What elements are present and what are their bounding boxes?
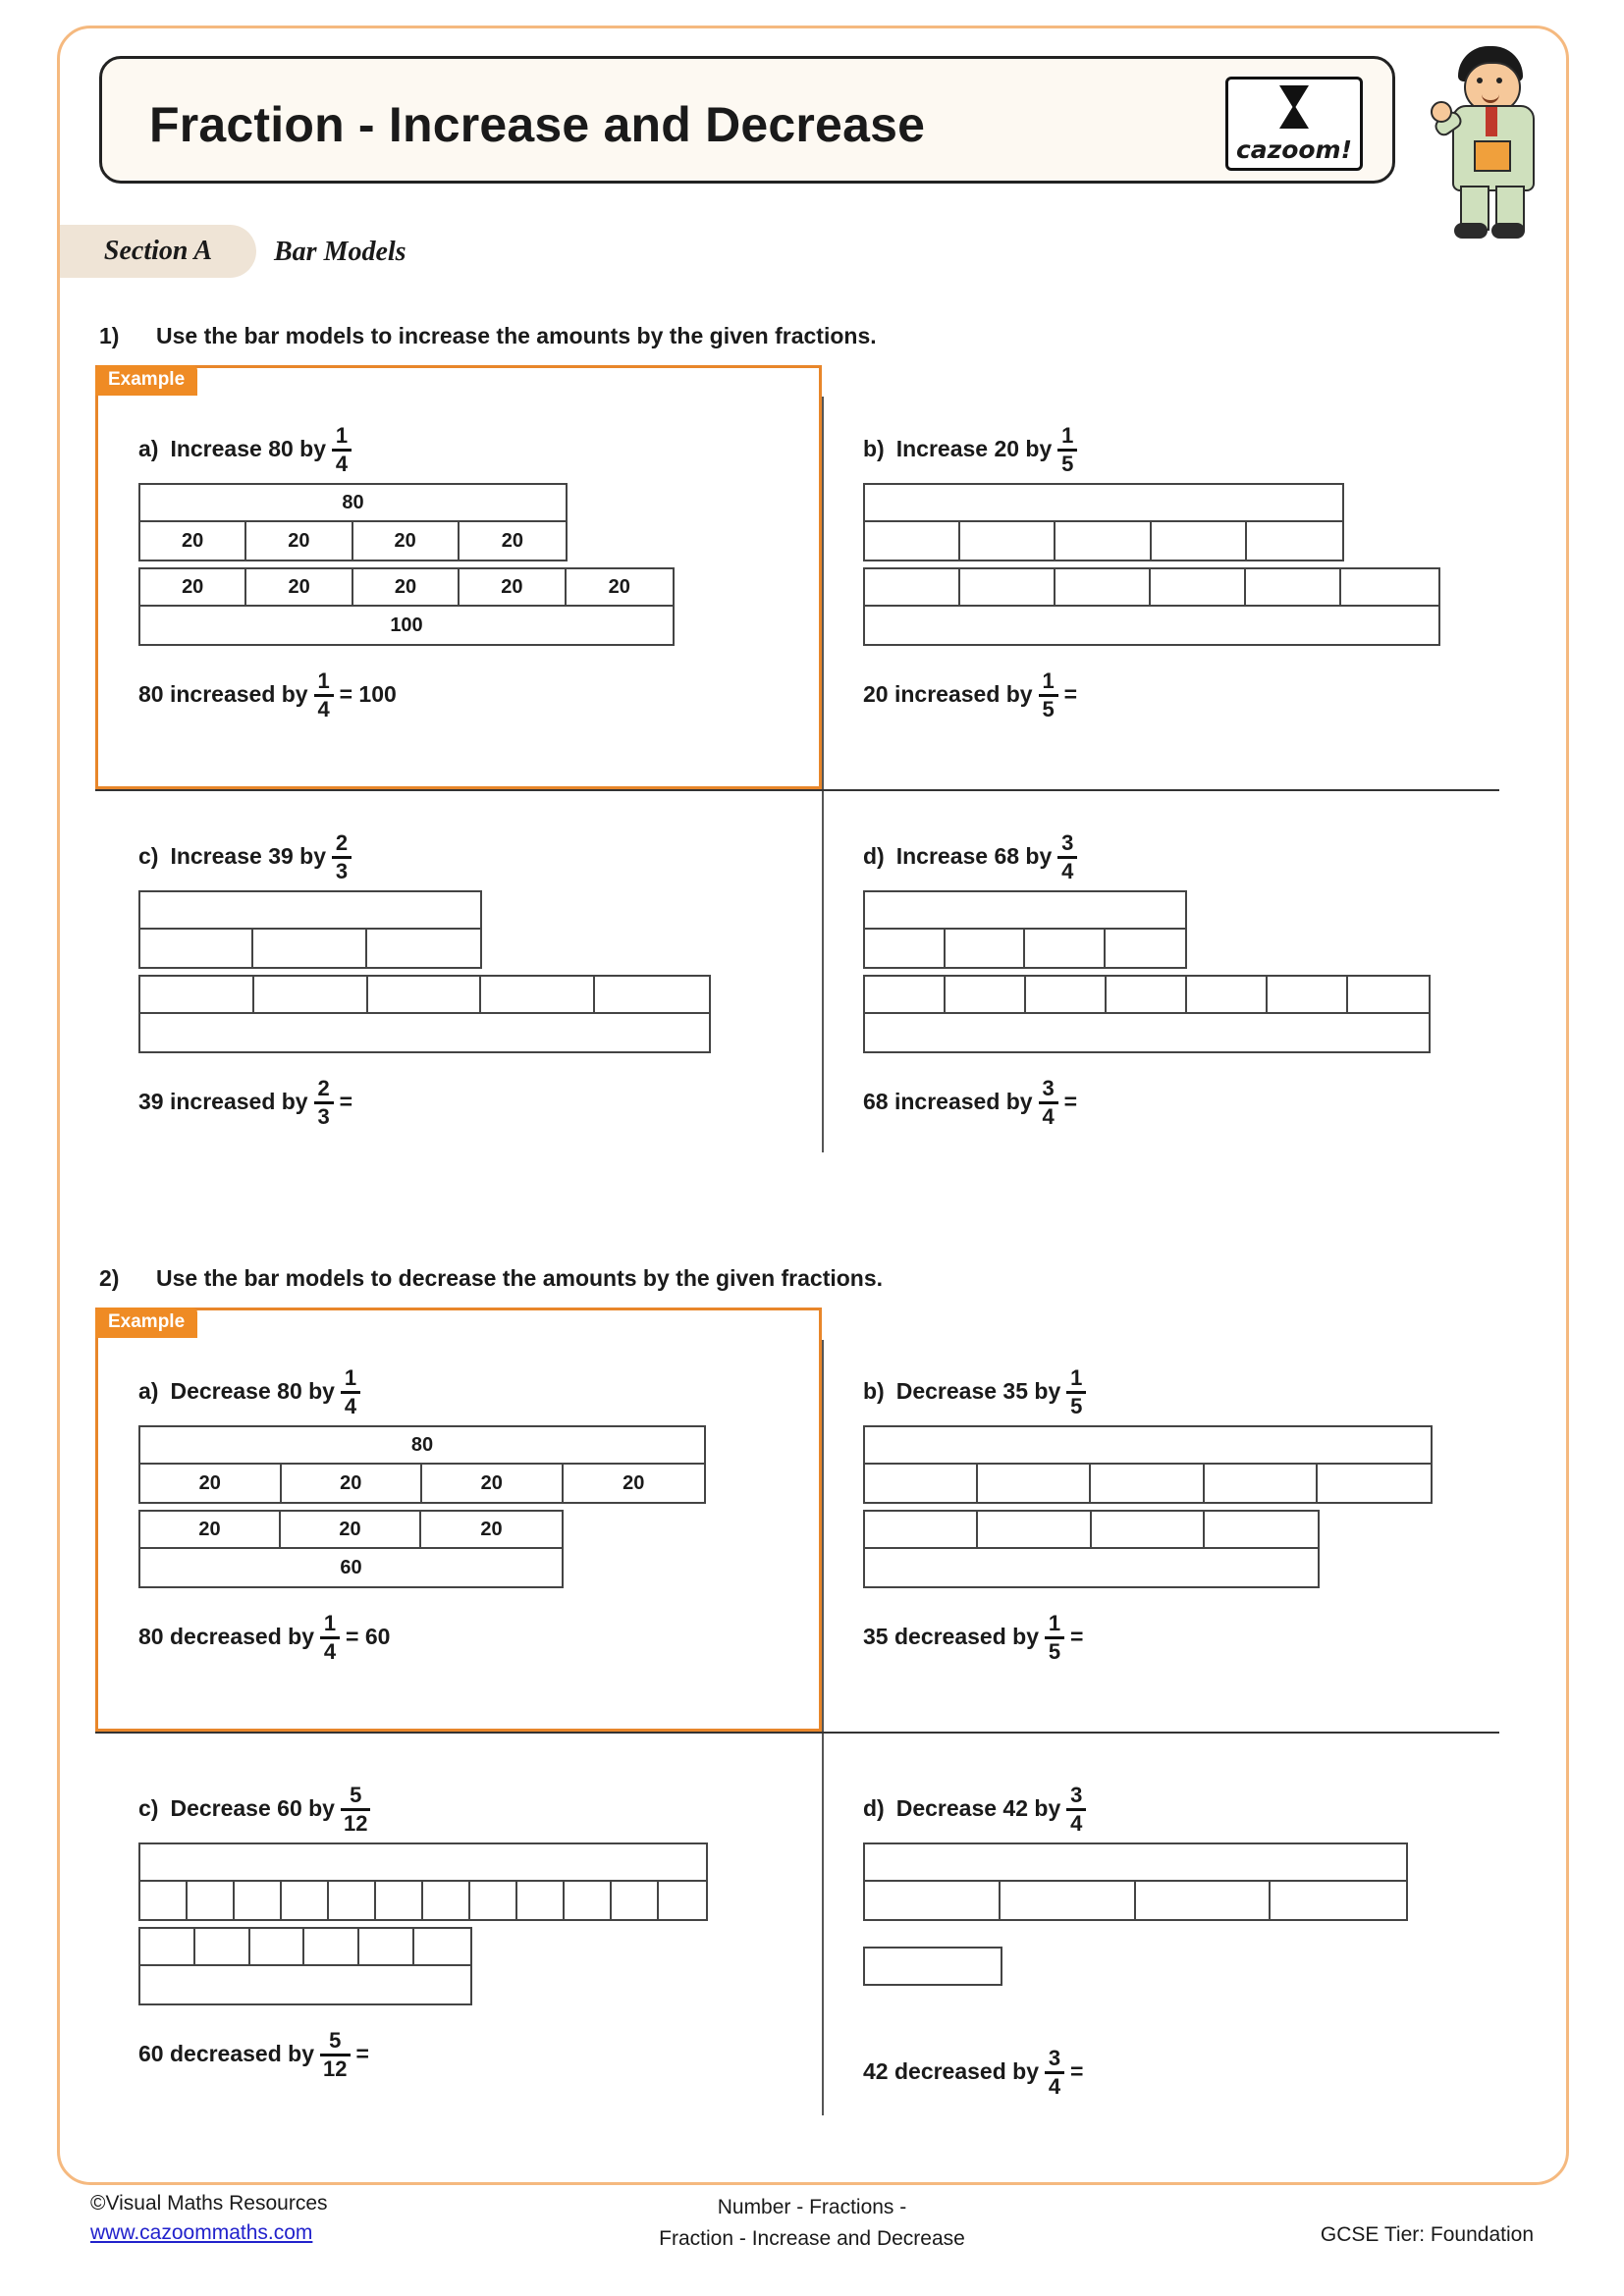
hourglass-icon bbox=[1279, 85, 1309, 129]
part-1b bbox=[863, 422, 1511, 721]
fraction: $\frac{1}{4}$ bbox=[341, 1367, 360, 1417]
section-label: Bar Models bbox=[274, 237, 406, 267]
table-row[interactable] bbox=[138, 975, 711, 1014]
answer-line-1a: 80 increased by $\frac{1}{4}$ = 100 bbox=[138, 668, 397, 721]
part-2a-heading: a) Decrease 80 by $\frac{1}{4}$ bbox=[138, 1368, 786, 1414]
table-row[interactable] bbox=[863, 607, 1440, 646]
question-1-text: Use the bar models to increase the amounts by the given fractions. bbox=[156, 323, 877, 348]
part-1d-heading: d) Increase 68 by $\frac{3}{4}$ bbox=[863, 833, 1511, 879]
footer-tier: GCSE Tier: Foundation bbox=[1320, 2223, 1534, 2246]
part-1c-heading: c) Increase 39 by $\frac{2}{3}$ bbox=[138, 833, 786, 879]
part-2a bbox=[138, 1364, 786, 1664]
answer-line-1b[interactable]: 20 increased by $\frac{1}{5}$ = bbox=[863, 668, 1078, 721]
bar-model-1a bbox=[138, 483, 786, 646]
copyright-text: ©Visual Maths Resources bbox=[90, 2192, 328, 2215]
fraction: $\frac{1}{5}$ bbox=[1057, 425, 1077, 475]
table-row[interactable] bbox=[138, 1014, 711, 1053]
table-row[interactable] bbox=[138, 1927, 472, 1966]
table-row[interactable] bbox=[863, 567, 1440, 607]
table-row[interactable] bbox=[863, 930, 1187, 969]
mascot-illustration bbox=[1431, 42, 1558, 258]
table-row: 80 bbox=[138, 1425, 706, 1465]
bar-model-2a bbox=[138, 1425, 786, 1588]
example-tag-q1: Example bbox=[95, 365, 197, 396]
title-box bbox=[99, 56, 1395, 184]
table-row[interactable] bbox=[863, 522, 1344, 561]
footer-centre-line1: Number - Fractions - bbox=[717, 2196, 907, 2218]
table-row[interactable] bbox=[138, 1966, 472, 2005]
table-row[interactable] bbox=[863, 1510, 1320, 1549]
bar-model-2b bbox=[863, 1425, 1511, 1588]
fraction: $\frac{2}{3}$ bbox=[332, 832, 352, 882]
bar-model-2d bbox=[863, 1842, 1511, 1986]
part-2b-heading: b) Decrease 35 by $\frac{1}{5}$ bbox=[863, 1368, 1511, 1414]
table-row[interactable] bbox=[863, 1465, 1433, 1504]
answer-line-2c[interactable]: 60 decreased by $\frac{5}{12}$ = bbox=[138, 2028, 369, 2081]
bar-model-1c bbox=[138, 890, 786, 1053]
answer-line-1d[interactable]: 68 increased by $\frac{3}{4}$ = bbox=[863, 1076, 1078, 1129]
part-1d bbox=[863, 829, 1511, 1129]
page-footer bbox=[0, 2192, 1624, 2270]
table-row[interactable] bbox=[138, 1882, 708, 1921]
part-2c bbox=[138, 1782, 786, 2081]
table-row[interactable] bbox=[863, 1014, 1431, 1053]
fraction: $\frac{3}{4}$ bbox=[1066, 1785, 1086, 1835]
column-divider-q2 bbox=[822, 1340, 824, 2115]
part-1c bbox=[138, 829, 786, 1129]
part-2b bbox=[863, 1364, 1511, 1664]
table-row[interactable] bbox=[863, 1425, 1433, 1465]
fraction: $\frac{5}{12}$ bbox=[320, 2030, 350, 2080]
table-row: 60 bbox=[138, 1549, 564, 1588]
question-2-number: 2) bbox=[99, 1265, 120, 1291]
table-row: 20 20 20 20 bbox=[138, 1465, 706, 1504]
part-1a bbox=[138, 422, 786, 721]
table-row[interactable] bbox=[863, 1947, 1002, 1986]
table-row: 20 20 20 bbox=[138, 1510, 564, 1549]
answer-line-1c[interactable]: 39 increased by $\frac{2}{3}$ = bbox=[138, 1076, 353, 1129]
column-divider-q1 bbox=[822, 397, 824, 1152]
fraction: $\frac{5}{12}$ bbox=[341, 1785, 370, 1835]
fraction: $\frac{3}{4}$ bbox=[1039, 1078, 1058, 1128]
part-1b-heading: b) Increase 20 by $\frac{1}{5}$ bbox=[863, 426, 1511, 471]
table-row[interactable] bbox=[138, 1842, 708, 1882]
fraction: $\frac{3}{4}$ bbox=[1045, 2048, 1064, 2098]
bar-model-1b bbox=[863, 483, 1511, 646]
fraction: $\frac{1}{5}$ bbox=[1039, 670, 1058, 721]
example-tag-q2: Example bbox=[95, 1308, 197, 1338]
fraction: $\frac{2}{3}$ bbox=[314, 1078, 334, 1128]
fraction: $\frac{1}{4}$ bbox=[320, 1613, 340, 1663]
fraction: $\frac{1}{4}$ bbox=[314, 670, 334, 721]
fraction: $\frac{1}{5}$ bbox=[1066, 1367, 1086, 1417]
part-2c-heading: c) Decrease 60 by $\frac{5}{12}$ bbox=[138, 1786, 786, 1831]
bar-model-2c bbox=[138, 1842, 786, 2005]
table-row[interactable] bbox=[863, 1842, 1408, 1882]
section-tab: Section A bbox=[60, 225, 256, 278]
footer-centre-line2: Fraction - Increase and Decrease bbox=[659, 2226, 965, 2250]
answer-line-2a: 80 decreased by $\frac{1}{4}$ = 60 bbox=[138, 1611, 391, 1664]
fraction: $\frac{3}{4}$ bbox=[1057, 832, 1077, 882]
table-row[interactable] bbox=[863, 890, 1187, 930]
table-row[interactable] bbox=[863, 975, 1431, 1014]
website-link[interactable]: www.cazoommaths.com bbox=[90, 2221, 313, 2244]
logo-wordmark: cazoom! bbox=[1235, 135, 1353, 164]
question-1-number: 1) bbox=[99, 323, 120, 348]
table-row[interactable] bbox=[863, 1882, 1408, 1921]
table-row: 80 bbox=[138, 483, 568, 522]
table-row: 100 bbox=[138, 607, 675, 646]
bar-model-1d bbox=[863, 890, 1511, 1053]
answer-line-2b[interactable]: 35 decreased by $\frac{1}{5}$ = bbox=[863, 1611, 1084, 1664]
table-row[interactable] bbox=[863, 483, 1344, 522]
page-title: Fraction - Increase and Decrease bbox=[149, 97, 926, 152]
question-2-text: Use the bar models to decrease the amounts by the given fractions. bbox=[156, 1265, 884, 1291]
table-row[interactable] bbox=[138, 890, 482, 930]
row-divider-q2 bbox=[95, 1732, 1499, 1734]
cazoom-logo bbox=[1225, 77, 1363, 171]
table-row[interactable] bbox=[138, 930, 482, 969]
answer-line-2d[interactable]: 42 decreased by $\frac{3}{4}$ = bbox=[863, 2046, 1084, 2099]
part-1a-heading: a) Increase 80 by $\frac{1}{4}$ bbox=[138, 426, 786, 471]
worksheet-page bbox=[57, 26, 1569, 2185]
table-row[interactable] bbox=[863, 1549, 1320, 1588]
fraction: $\frac{1}{5}$ bbox=[1045, 1613, 1064, 1663]
table-row: 20 20 20 20 bbox=[138, 522, 568, 561]
fraction: $\frac{1}{4}$ bbox=[332, 425, 352, 475]
part-2d-heading: d) Decrease 42 by $\frac{3}{4}$ bbox=[863, 1786, 1511, 1831]
part-2d bbox=[863, 1782, 1511, 2099]
table-row: 20 20 20 20 20 bbox=[138, 567, 675, 607]
row-divider-q1 bbox=[95, 789, 1499, 791]
